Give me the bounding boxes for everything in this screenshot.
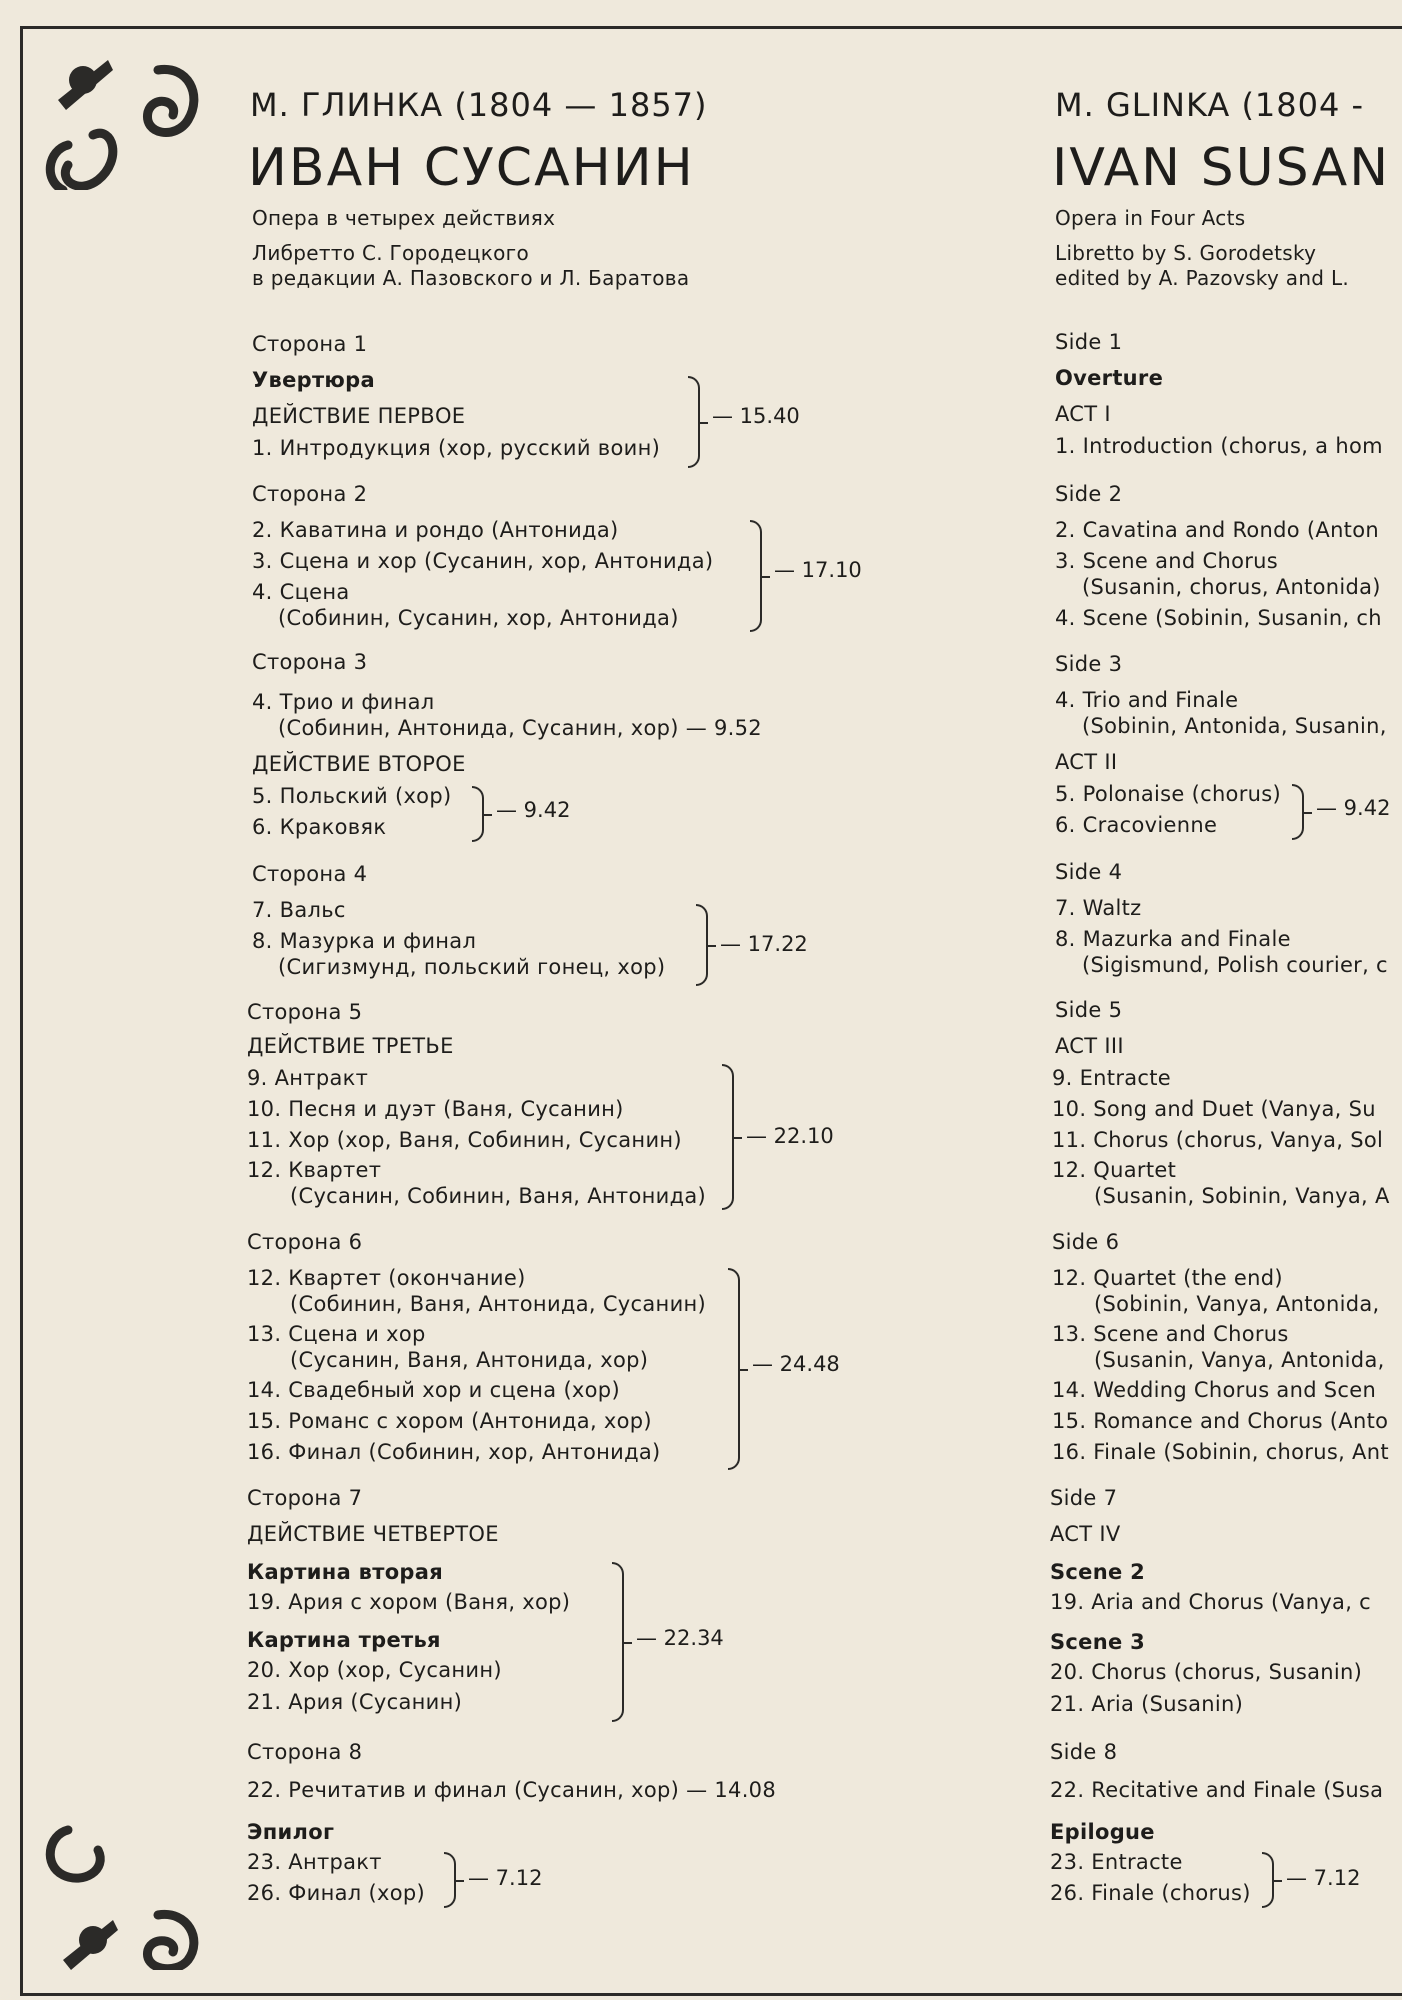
track-item: 23. Антракт [247, 1850, 382, 1874]
track-item: 4. Сцена [252, 580, 350, 604]
track-item: 21. Aria (Susanin) [1050, 1692, 1244, 1716]
track-item: 2. Каватина и рондо (Антонида) [252, 518, 619, 542]
track-item-detail: (Sigismund, Polish courier, c [1082, 953, 1388, 977]
track-item: 19. Ария с хором (Ваня, хор) [247, 1590, 571, 1614]
side-heading: Сторона 7 [247, 1486, 363, 1510]
side-heading: Сторона 8 [247, 1740, 363, 1764]
track-item: 2. Cavatina and Rondo (Anton [1055, 518, 1379, 542]
track-item: 22. Речитатив и финал (Сусанин, хор) — 14.08 [247, 1778, 776, 1802]
duration: — 22.34 [636, 1626, 724, 1650]
track-item: 20. Хор (хор, Сусанин) [247, 1658, 502, 1682]
brace [750, 520, 762, 632]
track-item: 8. Mazurka and Finale [1055, 927, 1291, 951]
track-item: 12. Квартет (окончание) [247, 1266, 526, 1290]
opera-title: ИВАН СУСАНИН [248, 138, 695, 198]
duration: — 24.48 [752, 1352, 840, 1376]
section-heading: Эпилог [247, 1820, 335, 1844]
track-item: 15. Romance and Chorus (Anto [1052, 1409, 1389, 1433]
brace [444, 1852, 456, 1908]
brace [1292, 784, 1304, 840]
track-item-detail: (Собинин, Ваня, Антонида, Сусанин) [290, 1292, 707, 1316]
scene-heading: Картина вторая [247, 1560, 444, 1584]
composer: M. GLINKA (1804 - [1055, 86, 1365, 124]
track-item: 10. Песня и дуэт (Ваня, Сусанин) [247, 1097, 624, 1121]
opera-title: IVAN SUSAN [1052, 138, 1391, 198]
track-item: 13. Scene and Chorus [1052, 1322, 1289, 1346]
side-heading: Side 6 [1052, 1230, 1120, 1254]
duration: — 7.12 [468, 1866, 543, 1890]
track-item: 16. Финал (Собинин, хор, Антонида) [247, 1440, 661, 1464]
track-item: 3. Scene and Chorus [1055, 549, 1279, 573]
act-heading: ACT I [1055, 402, 1111, 426]
track-item: 20. Chorus (chorus, Susanin) [1050, 1660, 1363, 1684]
side-heading: Side 2 [1055, 482, 1123, 506]
track-item: 26. Финал (хор) [247, 1881, 425, 1905]
side-heading: Сторона 2 [252, 482, 368, 506]
track-item: 7. Waltz [1055, 896, 1142, 920]
track-item: 15. Романс с хором (Антонида, хор) [247, 1409, 652, 1433]
act-heading: ACT IV [1050, 1522, 1121, 1546]
edition: edited by A. Pazovsky and L. [1055, 266, 1350, 290]
track-item-detail: (Sobinin, Vanya, Antonida, [1094, 1292, 1380, 1316]
subtitle: Opera in Four Acts [1055, 206, 1246, 230]
track-item: 1. Introduction (chorus, a hom [1055, 434, 1383, 458]
act-heading: ДЕЙСТВИЕ ЧЕТВЕРТОЕ [247, 1522, 499, 1546]
track-item: 22. Recitative and Finale (Susa [1050, 1778, 1384, 1802]
track-item-detail: (Сусанин, Собинин, Ваня, Антонида) [290, 1184, 707, 1208]
side-heading: Side 5 [1055, 998, 1123, 1022]
track-item: 21. Ария (Сусанин) [247, 1690, 463, 1714]
track-item: 5. Польский (хор) [252, 784, 452, 808]
track-item-detail: (Sobinin, Antonida, Susanin, [1082, 714, 1387, 738]
track-item: 8. Мазурка и финал [252, 929, 477, 953]
track-item-detail: (Susanin, Vanya, Antonida, [1094, 1348, 1385, 1372]
track-item: 9. Антракт [247, 1066, 369, 1090]
brace [1262, 1852, 1274, 1908]
track-item-detail: (Susanin, chorus, Antonida) [1082, 575, 1381, 599]
act-heading: ДЕЙСТВИЕ ВТОРОЕ [252, 752, 466, 776]
track-item: 23. Entracte [1050, 1850, 1183, 1874]
scene-heading: Scene 3 [1050, 1630, 1146, 1654]
track-item-detail: (Сигизмунд, польский гонец, хор) [278, 955, 666, 979]
edition: в редакции А. Пазовского и Л. Баратова [252, 266, 690, 290]
track-item: 9. Entracte [1052, 1066, 1172, 1090]
scene-heading: Scene 2 [1050, 1560, 1146, 1584]
duration: — 17.22 [720, 932, 808, 956]
ornament-bottom-icon [38, 1820, 208, 1970]
section-heading: Увертюра [252, 368, 375, 392]
duration: — 9.42 [496, 798, 571, 822]
subtitle: Опера в четырех действиях [252, 206, 556, 230]
track-item: 12. Квартет [247, 1158, 382, 1182]
section-heading: Epilogue [1050, 1820, 1155, 1844]
side-heading: Side 4 [1055, 860, 1123, 884]
track-item: 4. Trio and Finale [1055, 688, 1239, 712]
libretto: Либретто С. Городецкого [252, 241, 530, 265]
track-item: 16. Finale (Sobinin, chorus, Ant [1052, 1440, 1389, 1464]
composer: М. ГЛИНКА (1804 — 1857) [250, 86, 708, 124]
side-heading: Side 8 [1050, 1740, 1118, 1764]
act-heading: ДЕЙСТВИЕ ПЕРВОЕ [252, 404, 466, 428]
side-heading: Side 7 [1050, 1486, 1118, 1510]
side-heading: Сторона 4 [252, 862, 368, 886]
track-item-detail: (Сусанин, Ваня, Антонида, хор) [290, 1348, 649, 1372]
act-heading: ACT II [1055, 750, 1118, 774]
duration: — 9.42 [1316, 796, 1391, 820]
brace [612, 1562, 624, 1722]
track-item: 7. Вальс [252, 898, 346, 922]
track-item: 4. Scene (Sobinin, Susanin, ch [1055, 606, 1382, 630]
scene-heading: Картина третья [247, 1628, 441, 1652]
duration: — 15.40 [712, 404, 800, 428]
track-item: 14. Свадебный хор и сцена (хор) [247, 1378, 620, 1402]
section-heading: Overture [1055, 366, 1164, 390]
track-item: 6. Cracovienne [1055, 813, 1218, 837]
brace [472, 786, 484, 842]
side-heading: Сторона 6 [247, 1230, 363, 1254]
track-item: 4. Трио и финал [252, 690, 435, 714]
track-item-detail: (Собинин, Сусанин, хор, Антонида) [278, 606, 679, 630]
act-heading: ДЕЙСТВИЕ ТРЕТЬЕ [247, 1034, 454, 1058]
libretto: Libretto by S. Gorodetsky [1055, 241, 1317, 265]
track-item: 11. Хор (хор, Ваня, Собинин, Сусанин) [247, 1128, 682, 1152]
track-item: 6. Краковяк [252, 815, 387, 839]
track-item: 13. Сцена и хор [247, 1322, 426, 1346]
track-item: 14. Wedding Chorus and Scen [1052, 1378, 1377, 1402]
track-item-detail: (Susanin, Sobinin, Vanya, A [1094, 1184, 1390, 1208]
track-item: 3. Сцена и хор (Сусанин, хор, Антонида) [252, 549, 714, 573]
side-heading: Сторона 3 [252, 650, 368, 674]
track-item: 1. Интродукция (хор, русский воин) [252, 436, 661, 460]
track-item: 12. Quartet [1052, 1158, 1177, 1182]
act-heading: ACT III [1055, 1034, 1124, 1058]
brace [688, 376, 700, 468]
track-item-detail: (Собинин, Антонида, Сусанин, хор) — 9.52 [278, 716, 762, 740]
ornament-top-icon [38, 40, 208, 190]
track-item: 10. Song and Duet (Vanya, Su [1052, 1097, 1376, 1121]
side-heading: Сторона 1 [252, 332, 368, 356]
track-item: 12. Quartet (the end) [1052, 1266, 1283, 1290]
side-heading: Сторона 5 [247, 1000, 363, 1024]
brace [696, 904, 708, 986]
track-item: 26. Finale (chorus) [1050, 1881, 1251, 1905]
track-item: 19. Aria and Chorus (Vanya, c [1050, 1590, 1372, 1614]
duration: — 17.10 [774, 558, 862, 582]
side-heading: Side 3 [1055, 652, 1123, 676]
track-item: 5. Polonaise (chorus) [1055, 782, 1281, 806]
duration: — 22.10 [746, 1124, 834, 1148]
side-heading: Side 1 [1055, 330, 1123, 354]
brace [728, 1268, 740, 1470]
brace [722, 1064, 734, 1210]
track-item: 11. Chorus (chorus, Vanya, Sol [1052, 1128, 1384, 1152]
duration: — 7.12 [1286, 1866, 1361, 1890]
